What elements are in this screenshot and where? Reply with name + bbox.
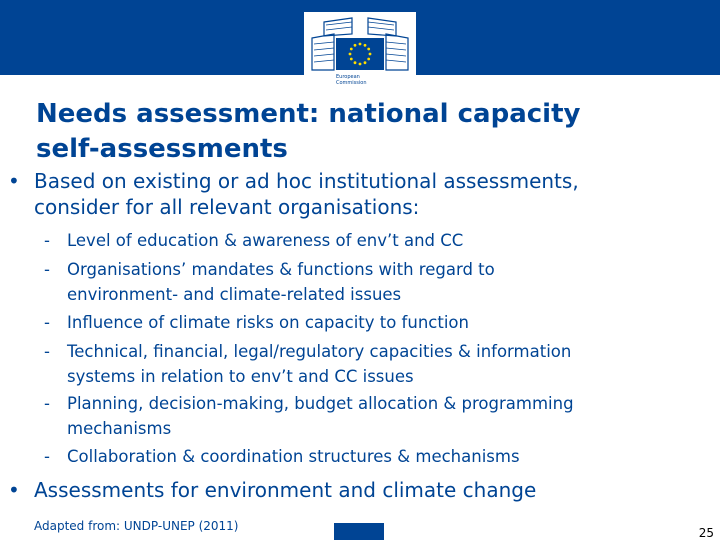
logo-line-1: European: [336, 74, 360, 80]
berlaymont-building-icon: [304, 12, 416, 74]
sub-bullet-2-line-1: Organisations’ mandates & functions with regard to: [67, 260, 495, 279]
sub-bullet-marker: -: [44, 394, 50, 413]
sub-bullet-1-line-1: Level of education & awareness of env’t and CC: [67, 231, 464, 250]
sub-bullet-6-line-1: Collaboration & coordination structures & mechanisms: [67, 447, 520, 466]
sub-bullet-4-line-1: Technical, financial, legal/regulatory capacities & information: [67, 342, 572, 361]
european-commission-logo: [304, 12, 416, 102]
bullet-2-line-1: Assessments for environment and climate change: [34, 478, 537, 502]
sub-bullet-marker: -: [44, 231, 50, 250]
footer-source: Adapted from: UNDP-UNEP (2011): [34, 519, 239, 533]
logo-caption: [336, 74, 396, 86]
slide-title: [36, 97, 696, 167]
sub-bullet-marker: -: [44, 313, 50, 332]
sub-bullet-4-line-2: systems in relation to env’t and CC issues: [67, 366, 414, 386]
bullet-1-text: [34, 168, 694, 220]
sub-bullet-5-line-2: mechanisms: [67, 418, 172, 438]
page-number: 25: [698, 526, 714, 540]
sub-bullet-2-line-2: environment- and climate-related issues: [67, 284, 402, 304]
bullet-1-line-2: consider for all relevant organisations:: [34, 195, 420, 219]
slide-title-line-2: self-assessments: [36, 134, 288, 164]
sub-bullet-marker: -: [44, 342, 50, 361]
slide-title-line-1: Needs assessment: national capacity: [36, 99, 581, 129]
sub-bullet-3-line-1: Influence of climate risks on capacity to function: [67, 313, 469, 332]
logo-line-2: Commission: [336, 80, 367, 86]
footer-flag-bar: [334, 523, 384, 540]
sub-bullet-marker: -: [44, 260, 50, 279]
bullet-1-line-1: Based on existing or ad hoc institutional assessments,: [34, 169, 579, 193]
bullet-marker: •: [8, 478, 20, 502]
sub-bullet-marker: -: [44, 447, 50, 466]
bullet-marker: •: [8, 169, 20, 193]
sub-bullet-5-line-1: Planning, decision-making, budget allocation & programming: [67, 394, 574, 413]
